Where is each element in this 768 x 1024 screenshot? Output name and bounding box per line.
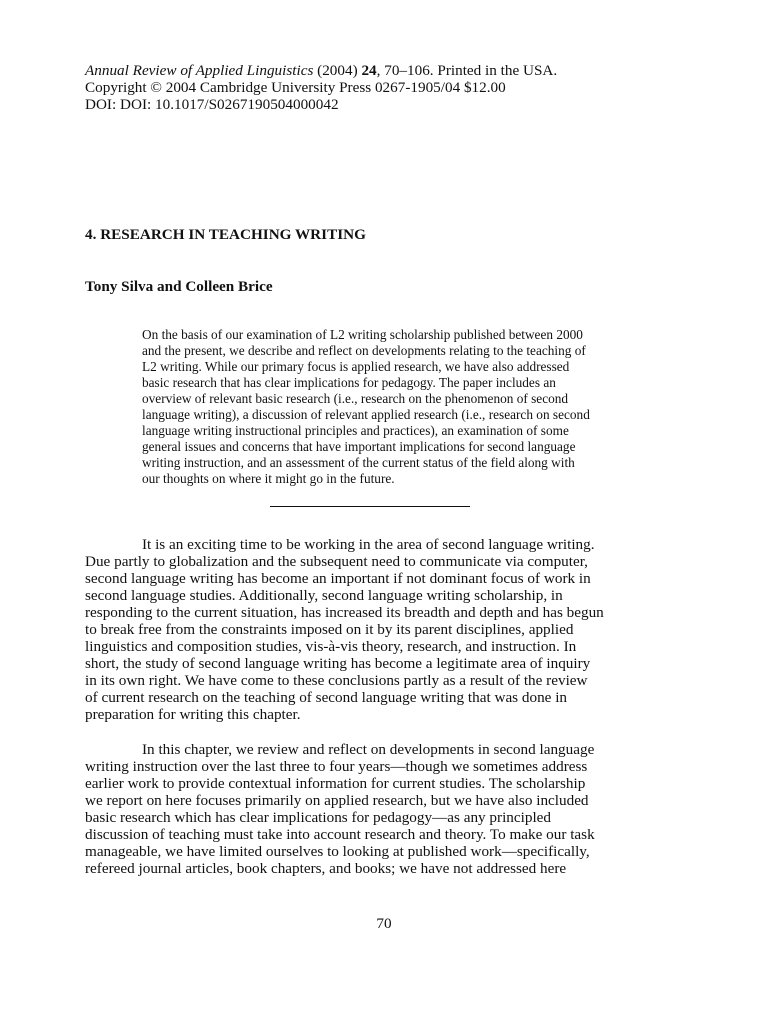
paragraph-line: preparation for writing this chapter. (85, 706, 301, 723)
paragraph-line: second language studies. Additionally, second language writing scholarship, in (85, 587, 563, 604)
abstract-line: L2 writing. While our primary focus is applied research, we have also addressed (142, 359, 570, 374)
paragraph-line: we report on here focuses primarily on applied research, but we have also included (85, 792, 589, 809)
paragraph-line: of current research on the teaching of second language writing that was done in (85, 689, 568, 706)
abstract-line: and the present, we describe and reflect on developments relating to the teaching of (142, 343, 586, 358)
body-paragraph-2 (85, 741, 685, 877)
volume-number: 24 (361, 62, 377, 79)
paragraph-line: earlier work to provide contextual information for current studies. The scholarship (85, 775, 586, 792)
abstract-line: basic research that has clear implications for pedagogy. The paper includes an (142, 375, 556, 390)
publication-year: (2004) (317, 62, 358, 79)
paragraph-line: writing instruction over the last three to four years—though we sometimes address (85, 758, 588, 775)
paragraph-line: refereed journal articles, book chapters, and books; we have not addressed here (85, 860, 567, 877)
paragraph-line: Due partly to globalization and the subsequent need to communicate via computer, (85, 553, 588, 570)
paragraph-line: responding to the current situation, has increased its breadth and depth and has begun (85, 604, 604, 621)
abstract-line: writing instruction, and an assessment of the current status of the field along with (142, 455, 575, 470)
paragraph-line: manageable, we have limited ourselves to looking at published work—specifically, (85, 843, 590, 860)
abstract-line: overview of relevant basic research (i.e., research on the phenomenon of second (142, 391, 569, 406)
paragraph-line: discussion of teaching must take into account research and theory. To make our task (85, 826, 595, 843)
pages-note: , 70–106. Printed in the USA. (376, 62, 558, 79)
paragraph-line: In this chapter, we review and reflect on developments in second language (142, 741, 595, 758)
section-divider (270, 506, 470, 507)
body-paragraph-1 (85, 536, 685, 723)
paragraph-line: It is an exciting time to be working in the area of second language writing. (142, 536, 595, 553)
abstract-line: general issues and concerns that have important implications for second language (142, 439, 576, 454)
abstract-line: language writing), a discussion of relevant applied research (i.e., research on second (142, 407, 590, 422)
copyright-line: Copyright © 2004 Cambridge University Press 0267-1905/04 $12.00 (85, 79, 506, 96)
paragraph-line: second language writing has become an important if not dominant focus of work in (85, 570, 591, 587)
chapter-title: 4. RESEARCH IN TEACHING WRITING (85, 226, 366, 243)
citation-line (85, 62, 557, 79)
citation-header (85, 62, 557, 113)
abstract-line: our thoughts on where it might go in the future. (142, 471, 395, 486)
page-number: 70 (376, 915, 392, 932)
journal-title: Annual Review of Applied Linguistics (85, 62, 314, 79)
paragraph-line: linguistics and composition studies, vis-à-vis theory, research, and instruction. In (85, 638, 577, 655)
abstract-line: On the basis of our examination of L2 writing scholarship published between 2000 (142, 327, 583, 342)
abstract-line: language writing instructional principles and practices), an examination of some (142, 423, 569, 438)
paragraph-line: in its own right. We have come to these conclusions partly as a result of the review (85, 672, 588, 689)
paragraph-line: short, the study of second language writing has become a legitimate area of inquiry (85, 655, 591, 672)
paragraph-line: to break free from the constraints imposed on it by its parent disciplines, applied (85, 621, 574, 638)
author-names: Tony Silva and Colleen Brice (85, 278, 273, 295)
paragraph-line: basic research which has clear implications for pedagogy—as any principled (85, 809, 551, 826)
abstract (142, 327, 662, 487)
doi-line: DOI: DOI: 10.1017/S0267190504000042 (85, 96, 339, 113)
